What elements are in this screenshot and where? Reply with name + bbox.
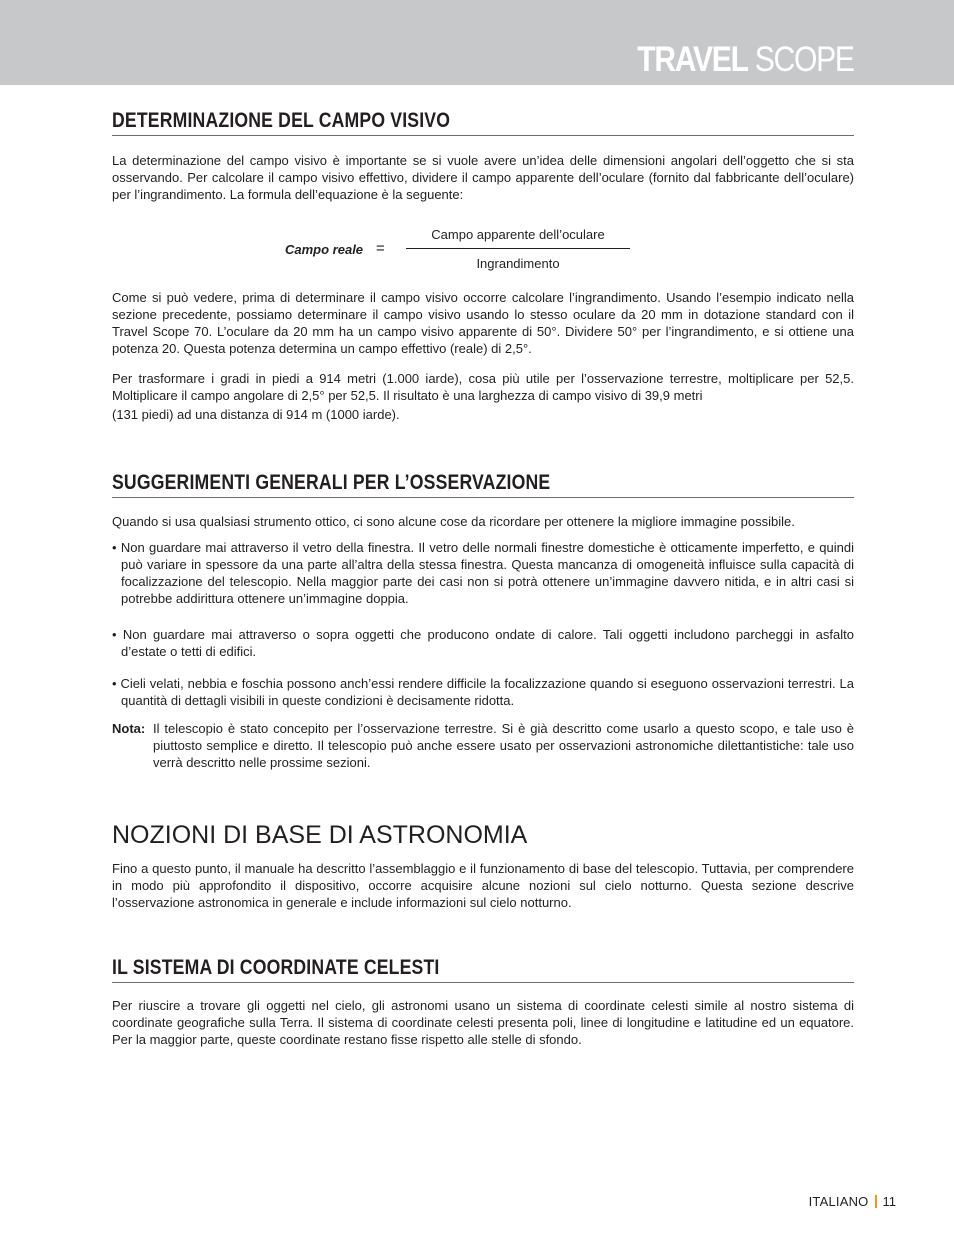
page-number: 11 [882, 1194, 896, 1209]
section-title-text: SUGGERIMENTI GENERALI PER L’OSSERVAZIONE [112, 471, 551, 494]
page-footer [809, 1193, 896, 1210]
observing-tips-intro: Quando si usa qualsiasi strumento ottico, ci sono alcune cose da ricordare per ottenere la migliore immagine possibile. [112, 514, 795, 529]
section-title-celestial-coordinates [112, 955, 854, 983]
field-of-view-example: Come si può vedere, prima di determinare il campo visivo occorre calcolare l’ingrandimento. Usando l’esempio indicato nella sezione precedente, possiamo determinare il campo visivo usando lo stesso oculare da 20 mm in dotazione standard con il Travel Scope 70. L’oculare da 20 mm ha un campo visivo apparente di 50°. Dividere 50° per l’ingrandimento, e si ottiene una potenza 20. Questa potenza determina un campo effettivo (reale) di 2,5°. [112, 290, 854, 356]
brand-title [638, 38, 854, 82]
brand-title-light: SCOPE [755, 40, 854, 79]
section-title-astronomy-basics: NOZIONI DI BASE DI ASTRONOMIA [112, 821, 528, 849]
formula-denominator: Ingrandimento [476, 256, 560, 271]
formula-label: Campo reale [285, 242, 364, 257]
astronomy-basics-body: Fino a questo punto, il manuale ha descritto l’assemblaggio e il funzionamento di base del telescopio. Tuttavia, per comprendere in modo più approfondito il dispositivo, occorre acquisire alcune nozioni sul cielo notturno. Questa sezione descrive l’osservazione astronomica in generale e include informazioni sul cielo notturno. [112, 861, 854, 910]
brand-title-bold: TRAVEL [637, 40, 748, 79]
footer-language: ITALIANO [808, 1194, 869, 1209]
observing-tip-bullet: • Non guardare mai attraverso il vetro della finestra. Il vetro delle normali finestre domestiche è otticamente imperfetto, e quindi può variare in spessore da una parte all’altra della stessa finestra. Questa mancanza di omogeneità influisce sulla capacità di focalizzazione del telescopio. Nella maggior parte dei casi non si potrà ottenere un’immagine davvero nitida, e in altri casi si potrebbe addirittura ottenere un’immagine doppia. [112, 540, 854, 606]
celestial-coordinates-body: Per riuscire a trovare gli oggetti nel cielo, gli astronomi usano un sistema di coordinate celesti simile al nostro sistema di coordinate geografiche sulla Terra. Il sistema di coordinate celesti presenta poli, linee di longitudine e latitudine ed un equatore. Per la maggior parte, queste coordinate restano fisse rispetto alle stelle di sfondo. [112, 998, 854, 1047]
formula-fraction-bar [406, 248, 630, 249]
formula-equals: = [376, 240, 385, 257]
section-title-observing-tips [112, 470, 854, 498]
observing-tip-bullet: • Non guardare mai attraverso o sopra oggetti che producono ondate di calore. Tali oggetti includono parcheggi in asfalto d’estate o tetti di edifici. [112, 627, 854, 659]
observing-tip-bullet: • Cieli velati, nebbia e foschia possono anch’essi rendere difficile la focalizzazione quando si eseguono osservazioni terrestri. La quantità di dettagli visibili in queste condizioni è decisamente ridotta. [112, 676, 854, 708]
footer-separator [875, 1195, 877, 1208]
field-of-view-conversion [112, 370, 854, 404]
section-title-field-of-view [112, 108, 854, 136]
header-band [0, 0, 954, 85]
formula-numerator: Campo apparente dell’oculare [431, 227, 605, 242]
note-text: Il telescopio è stato concepito per l’osservazione terrestre. Si è già descritto come usarlo a questo scopo, e tale uso è piuttosto semplice e diretto. Il telescopio può anche essere usato per osservazioni astronomiche dilettantistiche: tale uso verrà descritto nelle prossime sezioni. [153, 721, 854, 770]
field-of-view-intro: La determinazione del campo visivo è importante se si vuole avere un’idea delle dimensioni angolari dell’oggetto che si sta osservando. Per calcolare il campo visivo effettivo, dividere il campo apparente dell’oculare (fornito dal fabbricante dell’oculare) per l’ingrandimento. La formula dell’equazione è la seguente: [112, 153, 854, 202]
field-of-view-conversion-line2: (131 piedi) ad una distanza di 914 m (1000 iarde). [112, 407, 400, 422]
field-of-view-conversion-line1: Per trasformare i gradi in piedi a 914 metri (1.000 iarde), cosa più utile per l’osservazione terrestre, moltiplicare per 52,5. Moltiplicare il campo angolare di 2,5° per 52,5. Il risultato è una larghezza di campo visivo di 39,9 metri [112, 371, 854, 403]
note-label: Nota: [112, 721, 146, 736]
section-title-text: DETERMINAZIONE DEL CAMPO VISIVO [112, 109, 451, 132]
section-title-text: IL SISTEMA DI COORDINATE CELESTI [112, 956, 440, 979]
